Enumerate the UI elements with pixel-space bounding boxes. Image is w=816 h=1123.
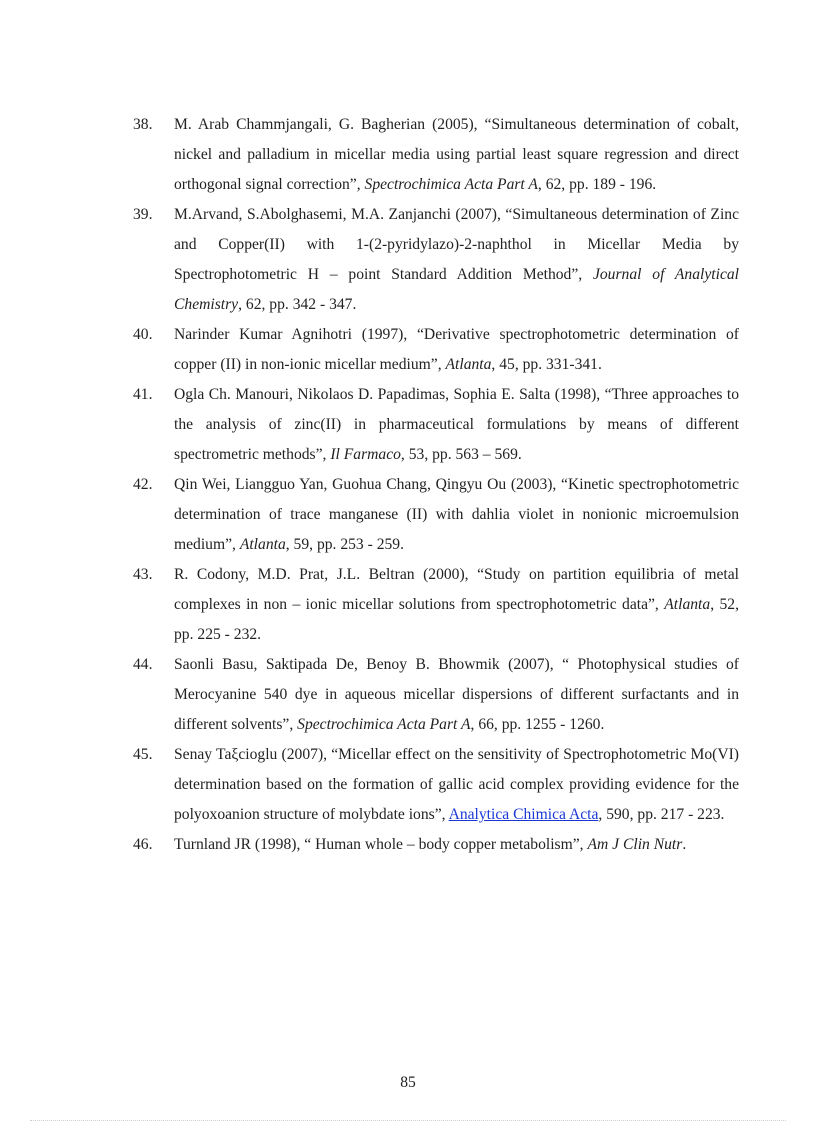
reference-text: Qin Wei, Liangguo Yan, Guohua Chang, Qingyu Ou (2003), “Kinetic spectrophotometric determination of trace manganese (II) with dahlia violet in nonionic microemulsion medium”, bbox=[174, 476, 739, 553]
reference-journal: Journal of Analytical Chemistry bbox=[174, 266, 739, 313]
reference-journal: Atlanta bbox=[445, 356, 492, 373]
page-bottom-border bbox=[30, 1120, 786, 1121]
reference-number: 43. bbox=[133, 566, 153, 583]
reference-details: , 590, pp. 217 - 223. bbox=[598, 806, 725, 823]
reference-details: , 52, pp. 225 - 232. bbox=[174, 596, 739, 643]
reference-details: . bbox=[682, 836, 687, 853]
reference-item bbox=[133, 560, 739, 650]
reference-number: 40. bbox=[133, 326, 153, 343]
reference-text: M. Arab Chammjangali, G. Bagherian (2005), “Simultaneous determination of cobalt, nickel and palladium in micellar media using partial least square regression and direct orthogonal signal correction”, bbox=[174, 116, 739, 193]
reference-number: 46. bbox=[133, 836, 153, 853]
reference-number: 39. bbox=[133, 206, 153, 223]
reference-item bbox=[133, 110, 739, 200]
reference-item bbox=[133, 830, 739, 860]
reference-text: Narinder Kumar Agnihotri (1997), “Derivative spectrophotometric determination of copper (II) in non-ionic micellar medium”, bbox=[174, 326, 739, 373]
reference-details: , 53, pp. 563 – 569. bbox=[400, 446, 522, 463]
reference-journal: Atlanta bbox=[664, 596, 711, 613]
reference-list bbox=[133, 110, 739, 860]
reference-journal: Spectrochimica Acta Part A bbox=[364, 176, 538, 193]
reference-journal: Atlanta bbox=[239, 536, 286, 553]
reference-item bbox=[133, 200, 739, 320]
reference-number: 45. bbox=[133, 746, 153, 763]
reference-number: 41. bbox=[133, 386, 153, 403]
reference-text: M.Arvand, S.Abolghasemi, M.A. Zanjanchi (2007), “Simultaneous determination of Zinc and Copper(II) with 1-(2-pyridylazo)-2-naphthol in Micellar Media by Spectrophotometric H – point Standard Addition Method”, bbox=[174, 206, 739, 283]
reference-text: Ogla Ch. Manouri, Nikolaos D. Papadimas, Sophia E. Salta (1998), “Three approaches to the analysis of zinc(II) in pharmaceutical formulations by means of different spectrometric methods”, bbox=[174, 386, 739, 463]
reference-details: , 66, pp. 1255 - 1260. bbox=[470, 716, 605, 733]
reference-number: 44. bbox=[133, 656, 153, 673]
reference-item bbox=[133, 320, 739, 380]
reference-journal: Spectrochimica Acta Part A bbox=[297, 716, 471, 733]
reference-number: 42. bbox=[133, 476, 153, 493]
reference-details: , 59, pp. 253 - 259. bbox=[285, 536, 404, 553]
reference-details: , 62, pp. 189 - 196. bbox=[537, 176, 657, 193]
reference-details: , 45, pp. 331-341. bbox=[491, 356, 602, 373]
reference-item bbox=[133, 380, 739, 470]
reference-text: R. Codony, M.D. Prat, J.L. Beltran (2000), “Study on partition equilibria of metal complexes in non – ionic micellar solutions from spectrophotometric data”, bbox=[174, 566, 739, 613]
reference-journal: Am J Clin Nutr bbox=[587, 836, 683, 853]
reference-number: 38. bbox=[133, 116, 153, 133]
reference-item bbox=[133, 740, 739, 830]
reference-text: Turnland JR (1998), “ Human whole – body copper metabolism”, bbox=[174, 836, 588, 853]
reference-text: Senay Taξcioglu (2007), “Micellar effect on the sensitivity of Spectrophotometric Mo(VI) determination based on the formation of gallic acid complex providing evidence for the polyoxoanion structure of molybdate ions”, bbox=[174, 746, 739, 823]
reference-item bbox=[133, 650, 739, 740]
reference-text: Saonli Basu, Saktipada De, Benoy B. Bhowmik (2007), “ Photophysical studies of Merocyanine 540 dye in aqueous micellar dispersions of different surfactants and in different solvents”, bbox=[174, 656, 739, 733]
journal-link[interactable]: Analytica Chimica Acta bbox=[448, 806, 599, 823]
page-number: 85 bbox=[400, 1074, 416, 1091]
reference-details: , 62, pp. 342 - 347. bbox=[238, 296, 357, 313]
reference-journal: Il Farmaco bbox=[330, 446, 401, 463]
reference-item bbox=[133, 470, 739, 560]
